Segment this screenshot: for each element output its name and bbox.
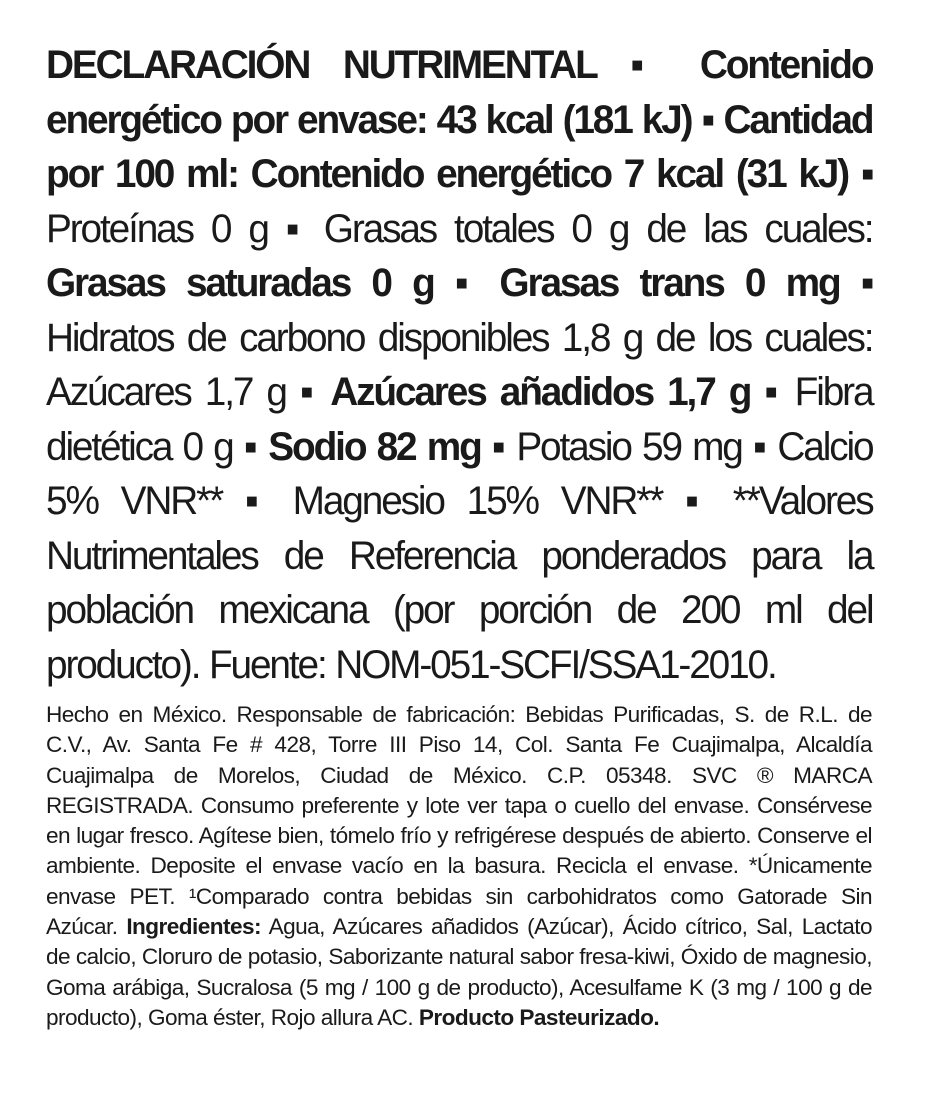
manufacturer-text: Hecho en México. Responsable de fabricación: Bebidas Purificadas, S. de R.L. de C.V., Av. Santa Fe # 428, Torre III Piso 14, Col. Santa Fe Cuajimalpa, Alcaldía Cuajimalpa de Morelos, Ciudad de México. C.P. 05348. SVC ® MARCA REGISTRADA. Consumo preferente y lote ver tapa o cuello del envase. Consérvese en lugar fresco. Agítese bien, tómelo frío y refrigérese después de abierto. Conserve el ambiente. Deposite el envase vacío en la basura. Recicla el envase. *Únicamente envase PET. ¹Comparado contra bebidas sin carbohidratos como Gatorade Sin Azúcar. <box>46 702 872 940</box>
separator-13: ▪ <box>685 479 710 523</box>
manufacturer-info <box>46 700 872 1033</box>
separator-9: ▪ <box>243 424 258 469</box>
ingredients-label: Ingredientes: <box>126 914 262 940</box>
proteins: Proteínas 0 g <box>46 206 268 251</box>
pasteurized-note: Producto Pasteurizado. <box>418 1004 660 1030</box>
nutrition-heading: DECLARACIÓN NUTRIMENTAL <box>46 43 597 87</box>
vnr-footnote: **Valores Nutrimentales de Referencia ponderados para la población mexicana (por porción de 200 ml del producto). Fuente: NOM-051-SCFI/SSA1-2010. <box>46 479 873 687</box>
total-fat: Grasas totales 0 g de las cuales: <box>323 206 873 251</box>
nutrition-declaration <box>46 38 872 692</box>
sodium: Sodio 82 mg <box>268 424 481 469</box>
separator-5: ▪ <box>454 261 479 305</box>
potassium: Potasio 59 mg <box>516 424 742 469</box>
trans-fat: Grasas trans 0 mg <box>499 261 840 305</box>
separator-4: ▪ <box>285 206 306 251</box>
carbohydrates: Hidratos de carbono disponibles 1,8 g de los cuales: Azúcares 1,7 g <box>46 315 873 414</box>
separator-8: ▪ <box>764 370 781 414</box>
energy-per-100ml: Contenido energético 7 kcal (31 kJ) <box>250 152 849 196</box>
separator-12: ▪ <box>244 479 270 523</box>
separator-2: ▪ <box>701 97 714 142</box>
magnesium: Magnesio 15% VNR** <box>292 479 663 523</box>
added-sugars: Azúcares añadidos 1,7 g <box>330 370 751 414</box>
calcium: Calcio 5% VNR** <box>46 424 873 523</box>
separator-3: ▪ <box>860 152 873 196</box>
ingredients-list: Agua, Azúcares añadidos (Azúcar), Ácido cítrico, Sal, Lactato de calcio, Cloruro de potasio, Saborizante natural sabor fresa-kiwi, Óxido de magnesio, Goma arábiga, Sucralosa (5 mg / 100 g de producto), Acesulfame K (3 mg / 100 g de producto), Goma éster, Rojo allura AC. <box>46 914 872 1030</box>
separator-7: ▪ <box>299 370 317 414</box>
separator-10: ▪ <box>491 424 506 469</box>
separator-11: ▪ <box>752 424 767 469</box>
separator-1: ▪ <box>630 43 667 87</box>
separator-6: ▪ <box>860 261 873 305</box>
per-100ml-label: Cantidad por 100 ml: <box>46 97 873 196</box>
fiber: Fibra dietética 0 g <box>46 370 873 469</box>
saturated-fat: Grasas saturadas 0 g <box>46 261 434 305</box>
energy-per-container: Contenido energético por envase: 43 kcal (181 kJ) <box>46 43 873 142</box>
product-label <box>46 38 872 1033</box>
